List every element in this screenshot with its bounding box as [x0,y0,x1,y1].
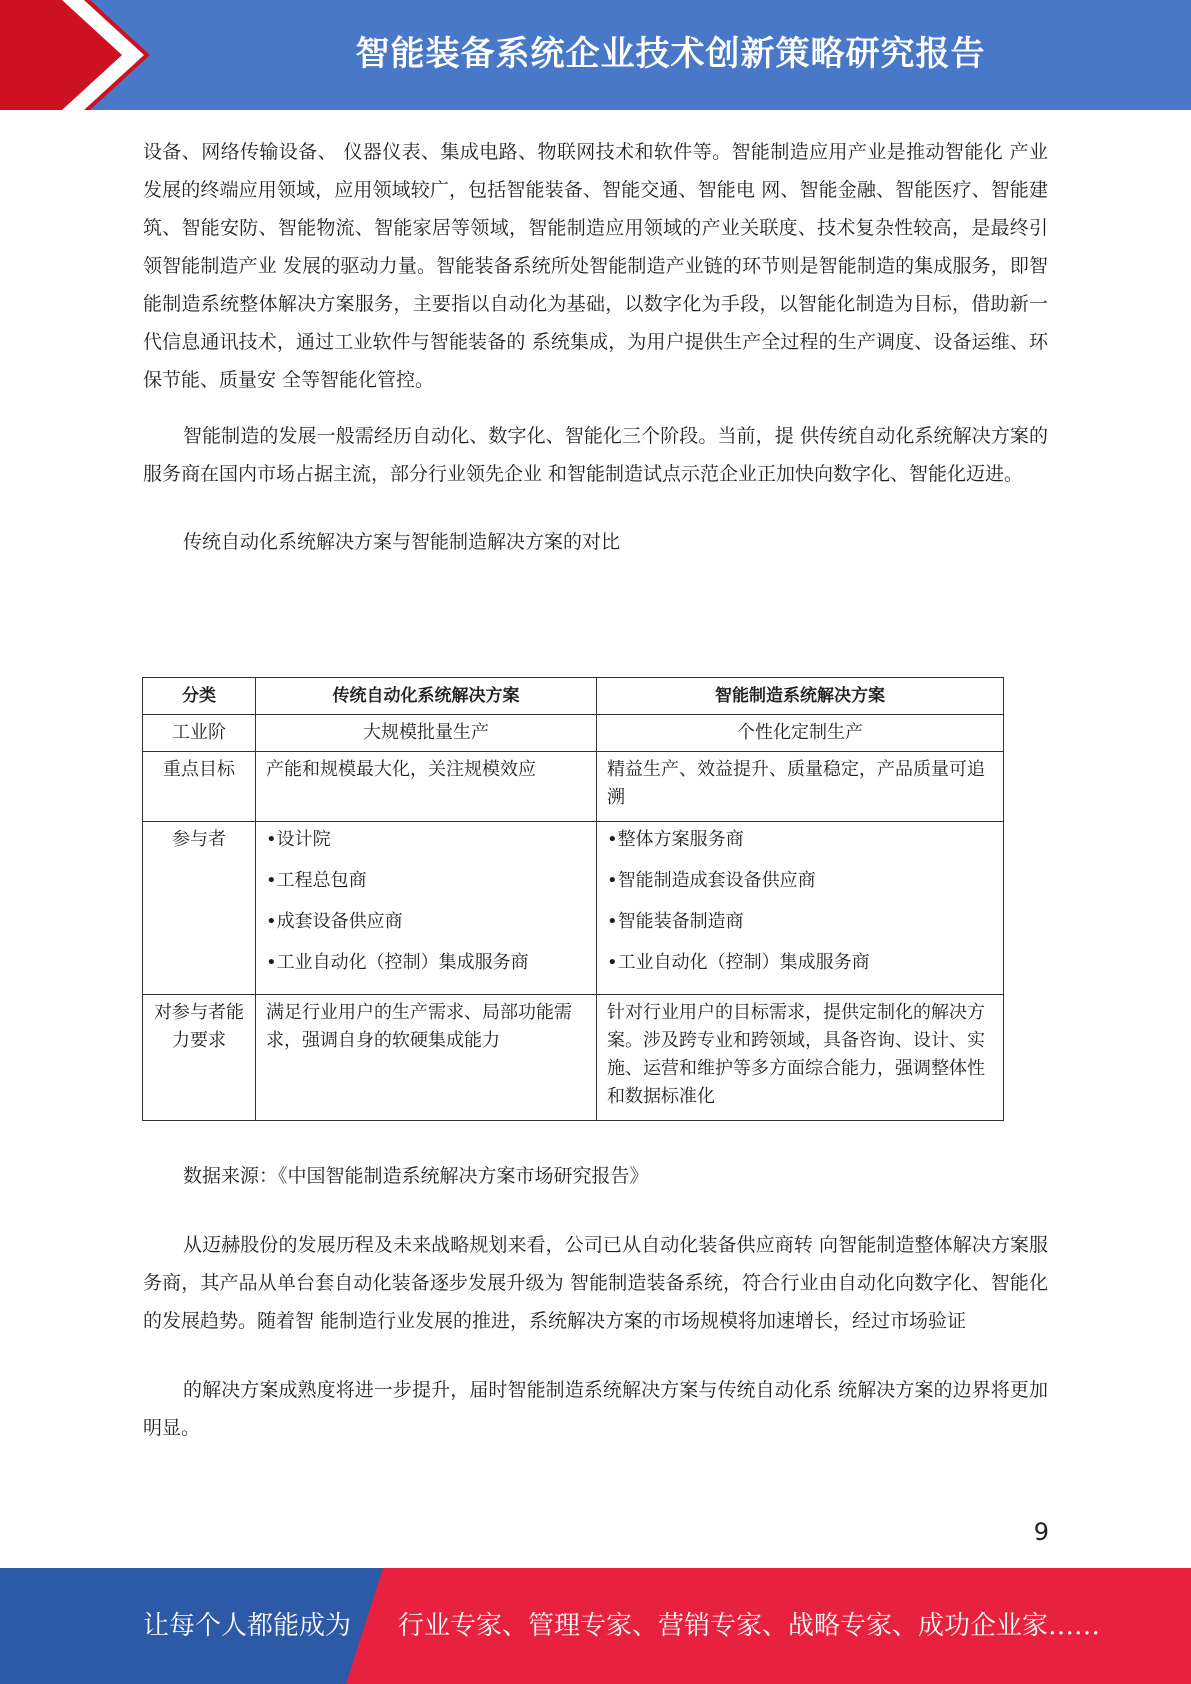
table-row [143,822,1004,995]
header-category: 分类 [143,678,256,715]
cell-traditional [256,822,597,995]
row-category: 重点目标 [143,752,256,822]
list-item: •成套设备供应商 [266,911,403,932]
list-item: •智能装备制造商 [607,911,744,932]
table-row [143,752,1004,822]
cell-smart: 个性化定制生产 [597,715,1004,752]
list-item: •工程总包商 [266,870,367,891]
list-item: •工业自动化（控制）集成服务商 [266,952,529,973]
list-item: •智能制造成套设备供应商 [607,870,816,891]
cell-smart: 精益生产、效益提升、质量稳定，产品质量可追溯 [597,752,1004,822]
table-caption: 传统自动化系统解决方案与智能制造解决方案的对比 [183,531,621,553]
header-smart: 智能制造系统解决方案 [597,678,1004,715]
main-content [143,133,1048,561]
lower-content [143,1157,1048,1447]
table-row [143,995,1004,1121]
cell-traditional: 产能和规模最大化，关注规模效应 [256,752,597,822]
list-item: •设计院 [266,829,331,850]
paragraph-1: 设备、网络传输设备、 仪器仪表、集成电路、物联网技术和软件等。智能制造应用产业是推动智能化 产业发展的终端应用领域，应用领域较广，包括智能装备、智能交通、智能电 网、智能金融、智能医疗、智能建筑、智能安防、智能物流、智能家居等领域，智能制造应用领域的产业关联度、技术复杂性较高，是最终引领智能制造产业 发展的驱动力量。智能装备系统所处智能制造产业链的环节则是智能制造的集成服务，即智能制造系统整体解决方案服务，主要指以自动化为基础，以数字化为手段，以智能化制造为目标，借助新一代信息通讯技术，通过工业软件与智能装备的 系统集成，为用户提供生产全过程的生产调度、设备运维、环保节能、质量安 全等智能化管控。 [143,141,1048,391]
table-row [143,715,1004,752]
page-footer [0,1568,1191,1684]
list-item: •整体方案服务商 [607,829,744,850]
footer-slogan-left: 让每个人都能成为 [143,1611,352,1641]
data-source: 数据来源：《中国智能制造系统解决方案市场研究报告》 [183,1165,649,1187]
page-number: 9 [1033,1518,1049,1546]
header-traditional: 传统自动化系统解决方案 [256,678,597,715]
paragraph-4: 的解决方案成熟度将进一步提升，届时智能制造系统解决方案与传统自动化系 统解决方案的边界将更加明显。 [143,1379,1048,1439]
table-header-row [143,678,1004,715]
row-category: 对参与者能力要求 [143,995,256,1121]
list-item: •工业自动化（控制）集成服务商 [607,952,870,973]
row-category: 参与者 [143,822,256,995]
comparison-table [142,677,1004,1121]
page-header [0,0,1191,110]
paragraph-2: 智能制造的发展一般需经历自动化、数字化、智能化三个阶段。当前，提 供传统自动化系统解决方案的服务商在国内市场占据主流，部分行业领先企业 和智能制造试点示范企业正加快向数字化、智能化迈进。 [143,425,1048,485]
paragraph-3: 从迈赫股份的发展历程及未来战略规划来看，公司已从自动化装备供应商转 向智能制造整体解决方案服务商，其产品从单台套自动化装备逐步发展升级为 智能制造装备系统，符合行业由自动化向数字化、智能化的发展趋势。随着智 能制造行业发展的推进，系统解决方案的市场规模将加速增长，经过市场验证 [143,1234,1048,1332]
cell-smart: 针对行业用户的目标需求，提供定制化的解决方案。涉及跨专业和跨领域，具备咨询、设计、实施、运营和维护等多方面综合能力，强调整体性和数据标准化 [597,995,1004,1121]
header-chevron-decoration [0,0,170,110]
cell-smart [597,822,1004,995]
cell-traditional: 大规模批量生产 [256,715,597,752]
cell-traditional: 满足行业用户的生产需求、局部功能需求，强调自身的软硬集成能力 [256,995,597,1121]
report-title: 智能装备系统企业技术创新策略研究报告 [355,34,986,74]
footer-slogan-right: 行业专家、管理专家、营销专家、战略专家、成功企业家…… [398,1611,1101,1641]
row-category: 工业阶 [143,715,256,752]
